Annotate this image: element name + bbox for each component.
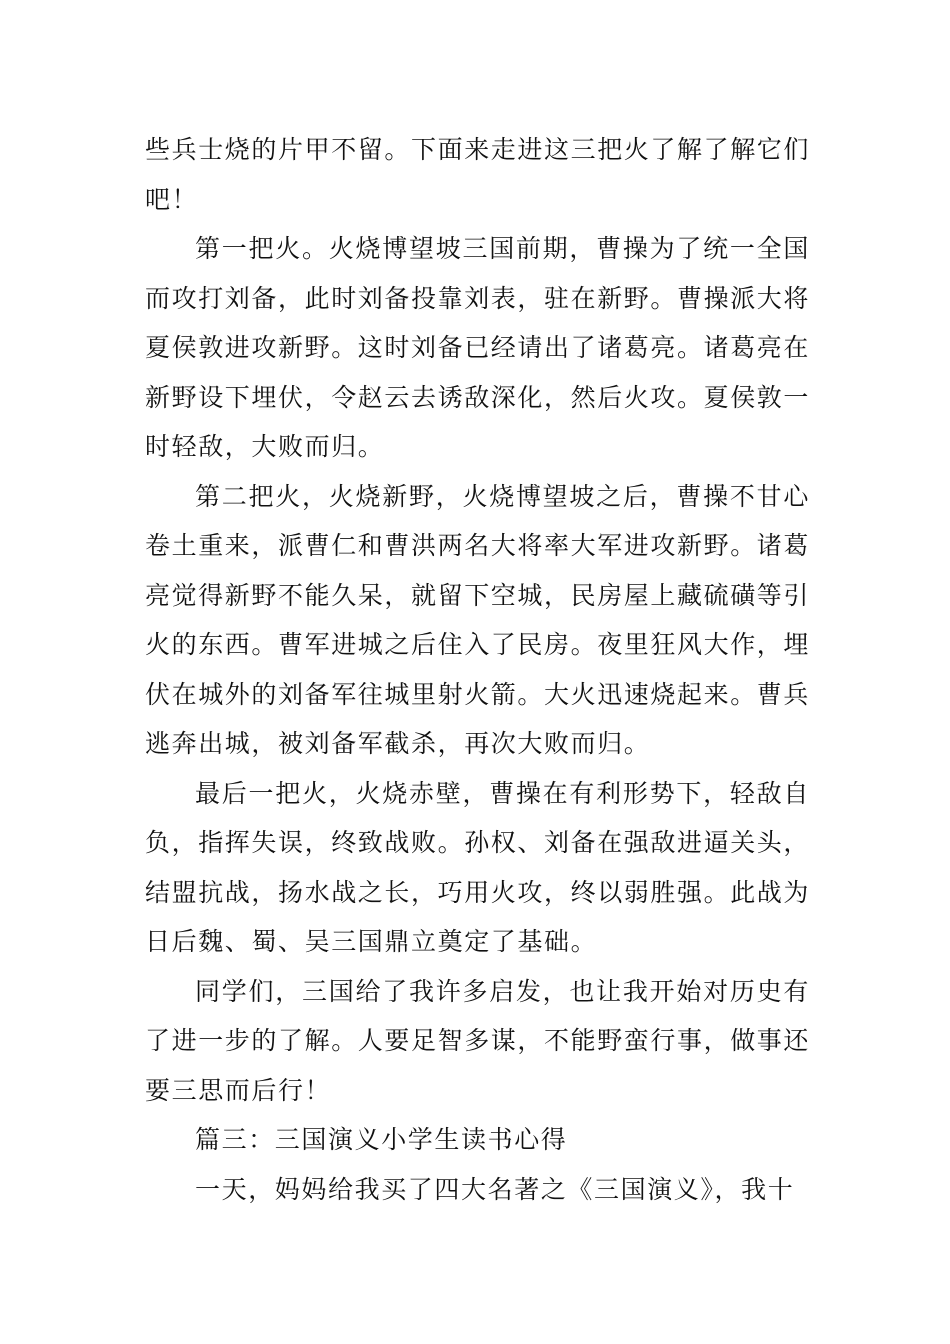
paragraph-section-start: 一天，妈妈给我买了四大名著之《三国演义》，我十 [195, 1174, 795, 1204]
paragraph-last-fire: 最后一把火，火烧赤壁，曹操在有利形势下，轻敌自负，指挥失误，终致战败。孙权、刘备在强敌进逼关头，结盟抗战，扬水战之长，巧用火攻，终以弱胜强。此战为日后魏、蜀、吴三国鼎立奠定了基础。 [145, 778, 811, 956]
section-heading: 篇三：三国演义小学生读书心得 [195, 1125, 568, 1154]
paragraph-first-fire: 第一把火。火烧博望坡三国前期，曹操为了统一全国而攻打刘备，此时刘备投靠刘表，驻在新野。曹操派大将夏侯敦进攻新野。这时刘备已经请出了诸葛亮。诸葛亮在新野设下埋伏，令赵云去诱敌深化，然后火攻。夏侯敦一时轻敌，大败而归。 [145, 234, 811, 461]
paragraph-continuation: 些兵士烧的片甲不留。下面来走进这三把火了解了解它们吧！ [145, 135, 811, 214]
paragraph-second-fire: 第二把火，火烧新野，火烧博望坡之后，曹操不甘心卷土重来，派曹仁和曹洪两名大将率大军进攻新野。诸葛亮觉得新野不能久呆，就留下空城，民房屋上藏硫磺等引火的东西。曹军进城之后住入了民房。夜里狂风大作，埋伏在城外的刘备军往城里射火箭。大火迅速烧起来。曹兵逃奔出城，被刘备军截杀，再次大败而归。 [145, 481, 811, 758]
body-text [145, 125, 810, 1214]
paragraph-conclusion: 同学们，三国给了我许多启发，也让我开始对历史有了进一步的了解。人要足智多谋，不能野蛮行事，做事还要三思而后行！ [145, 976, 811, 1105]
